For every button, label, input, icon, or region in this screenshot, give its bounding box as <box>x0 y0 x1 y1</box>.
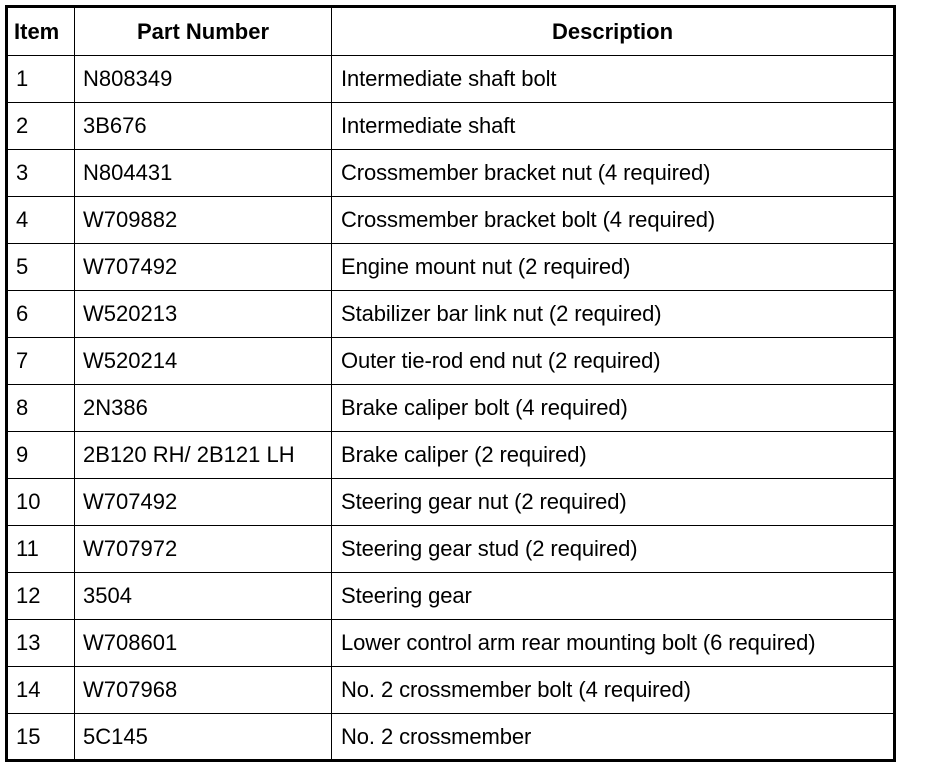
part-number-cell: W520214 <box>75 338 332 385</box>
part-number-cell: W707972 <box>75 526 332 573</box>
description-cell: Crossmember bracket bolt (4 required) <box>332 197 895 244</box>
part-number-cell: N804431 <box>75 150 332 197</box>
table-row <box>7 197 895 244</box>
table-row <box>7 103 895 150</box>
description-cell: Brake caliper bolt (4 required) <box>332 385 895 432</box>
table-row <box>7 338 895 385</box>
item-cell: 4 <box>7 197 75 244</box>
description-cell: Outer tie-rod end nut (2 required) <box>332 338 895 385</box>
part-number-cell: W707492 <box>75 244 332 291</box>
part-number-cell: W707492 <box>75 479 332 526</box>
description-cell: Intermediate shaft <box>332 103 895 150</box>
table-row <box>7 385 895 432</box>
item-cell: 12 <box>7 573 75 620</box>
part-number-cell: 3504 <box>75 573 332 620</box>
item-cell: 7 <box>7 338 75 385</box>
description-cell: Brake caliper (2 required) <box>332 432 895 479</box>
part-number-cell: 5C145 <box>75 714 332 761</box>
description-cell: Steering gear stud (2 required) <box>332 526 895 573</box>
part-number-cell: 2B120 RH/ 2B121 LH <box>75 432 332 479</box>
header-item: Item <box>7 7 75 56</box>
header-row <box>7 7 895 56</box>
table-row <box>7 714 895 761</box>
description-cell: Lower control arm rear mounting bolt (6 required) <box>332 620 895 667</box>
item-cell: 8 <box>7 385 75 432</box>
table-row <box>7 620 895 667</box>
table-row <box>7 56 895 103</box>
table-row <box>7 479 895 526</box>
description-cell: Steering gear <box>332 573 895 620</box>
description-cell: No. 2 crossmember <box>332 714 895 761</box>
part-number-cell: W708601 <box>75 620 332 667</box>
header-part-number: Part Number <box>75 7 332 56</box>
part-number-cell: W709882 <box>75 197 332 244</box>
table-row <box>7 432 895 479</box>
description-cell: No. 2 crossmember bolt (4 required) <box>332 667 895 714</box>
table-row <box>7 667 895 714</box>
table-row <box>7 150 895 197</box>
header-description: Description <box>332 7 895 56</box>
table-row <box>7 526 895 573</box>
part-number-cell: N808349 <box>75 56 332 103</box>
table-row <box>7 244 895 291</box>
parts-table <box>5 5 896 762</box>
item-cell: 14 <box>7 667 75 714</box>
description-cell: Crossmember bracket nut (4 required) <box>332 150 895 197</box>
description-cell: Steering gear nut (2 required) <box>332 479 895 526</box>
description-cell: Engine mount nut (2 required) <box>332 244 895 291</box>
description-cell: Stabilizer bar link nut (2 required) <box>332 291 895 338</box>
item-cell: 10 <box>7 479 75 526</box>
item-cell: 6 <box>7 291 75 338</box>
part-number-cell: W520213 <box>75 291 332 338</box>
table-row <box>7 291 895 338</box>
table-row <box>7 573 895 620</box>
item-cell: 3 <box>7 150 75 197</box>
item-cell: 15 <box>7 714 75 761</box>
table-body <box>7 56 895 761</box>
part-number-cell: W707968 <box>75 667 332 714</box>
item-cell: 1 <box>7 56 75 103</box>
part-number-cell: 2N386 <box>75 385 332 432</box>
item-cell: 13 <box>7 620 75 667</box>
item-cell: 9 <box>7 432 75 479</box>
item-cell: 2 <box>7 103 75 150</box>
item-cell: 5 <box>7 244 75 291</box>
item-cell: 11 <box>7 526 75 573</box>
description-cell: Intermediate shaft bolt <box>332 56 895 103</box>
part-number-cell: 3B676 <box>75 103 332 150</box>
